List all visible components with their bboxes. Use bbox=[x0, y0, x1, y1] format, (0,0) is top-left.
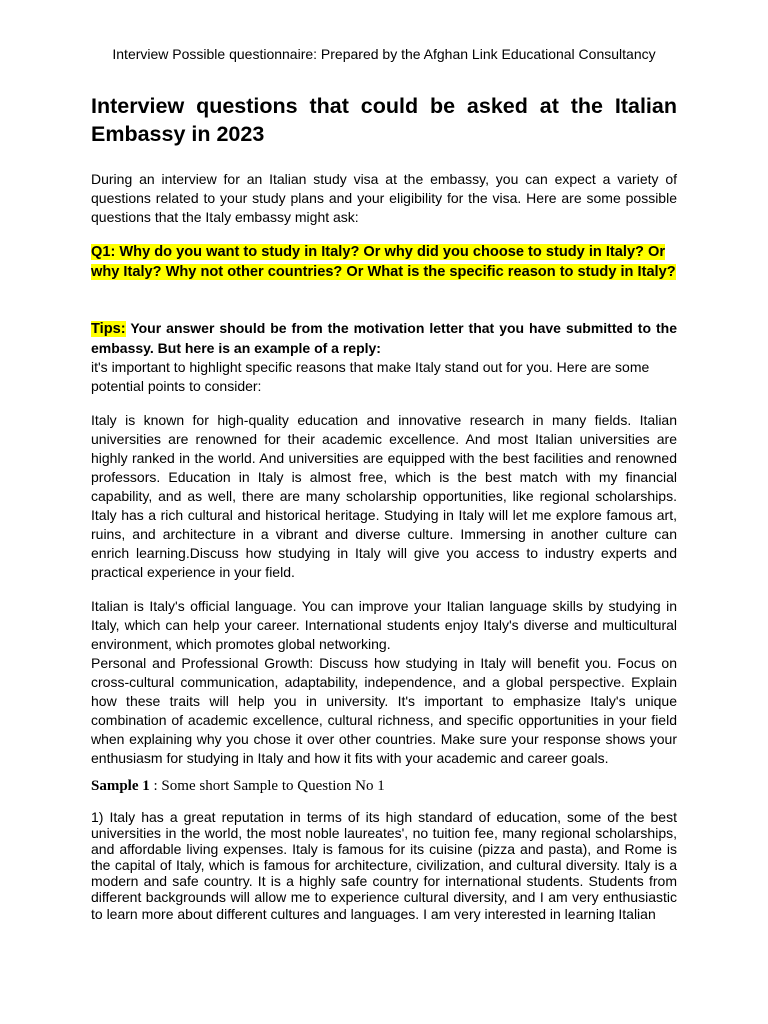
tips-followup: it's important to highlight specific reasons that make Italy stand out for you. Here are some potential points to consider: bbox=[91, 359, 650, 394]
page-header: Interview Possible questionnaire: Prepared by the Afghan Link Educational Consultancy bbox=[112, 46, 656, 62]
sample-subtitle: : Some short Sample to Question No 1 bbox=[149, 778, 385, 794]
question-1-text: Q1: Why do you want to study in Italy? Or why did you choose to study in Italy? Or why Italy? Why not other countries? Or What is the specific reason to study in Italy? bbox=[91, 244, 676, 280]
tips-paragraph bbox=[91, 319, 677, 358]
tips-text: Your answer should be from the motivation letter that you have submitted to the embassy. But here is an example of a reply: bbox=[91, 320, 677, 356]
sample-answer-paragraph: 1) Italy has a great reputation in terms of its high standard of education, some of the best universities in the world, the most noble laureates', no tuition fee, many regional scholarships, and affordable living expenses. Italy is famous for its cuisine (pizza and pasta), and Rome is the capital of Italy, which is famous for architecture, civilization, and cultural diversity. Italy is a modern and safe country. It is a highly safe country for international students. Students from different backgrounds will allow me to experience cultural diversity, and I am very enthusiastic to learn more about different cultures and languages. I am very interested in learning Italian bbox=[91, 809, 677, 922]
language-paragraph: Italian is Italy's official language. You can improve your Italian language skills by studying in Italy, which can help your career. International students enjoy Italy's diverse and multicultural environment, which promotes global networking. bbox=[91, 598, 677, 652]
sample-heading bbox=[91, 777, 677, 796]
tips-label: Tips: bbox=[91, 321, 126, 337]
intro-paragraph: During an interview for an Italian study visa at the embassy, you can expect a variety of questions related to your study plans and your eligibility for the visa. Here are some possible questions that the Italy embassy might ask: bbox=[91, 171, 677, 225]
page-title: Interview questions that could be asked at the Italian Embassy in 2023 bbox=[91, 94, 677, 146]
growth-paragraph: Personal and Professional Growth: Discuss how studying in Italy will benefit you. Focus on cross-cultural communication, adaptability, independence, and a global perspective. Explain how these traits will help you in university. It's important to emphasize Italy's unique combination of academic excellence, cultural richness, and specific opportunities in your field when explaining why you chose it over other countries. Make sure your response shows your enthusiasm for studying in Italy and how it fits with your academic and career goals. bbox=[91, 655, 677, 766]
education-paragraph: Italy is known for high-quality education and innovative research in many fields. Italian universities are renowned for their academic excellence. And most Italian universities are highly ranked in the world. And universities are equipped with the best facilities and renowned professors. Education in Italy is almost free, which is the best match with my financial capability, and as well, there are many scholarship opportunities, like regional scholarships. Italy has a rich cultural and historical heritage. Studying in Italy will let me explore famous art, ruins, and architecture in a vibrant and diverse culture. Immersing in another culture can enrich learning.Discuss how studying in Italy will give you access to industry experts and practical experience in your field. bbox=[91, 412, 677, 580]
sample-label: Sample 1 bbox=[91, 778, 150, 794]
question-1 bbox=[91, 242, 677, 282]
